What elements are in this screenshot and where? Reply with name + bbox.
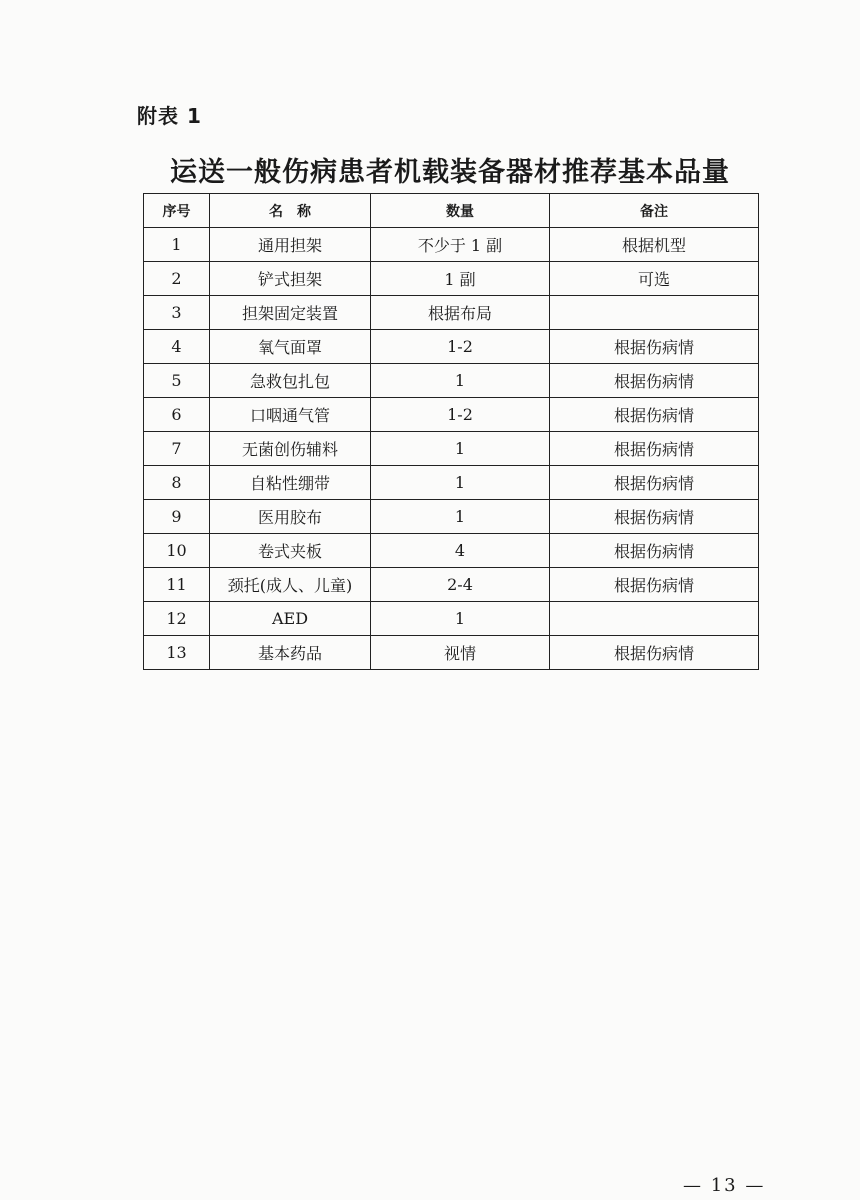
table-row xyxy=(144,568,759,602)
cell-note: 根据伤病情 xyxy=(550,432,759,466)
cell-note xyxy=(550,296,759,330)
cell-number: 4 xyxy=(144,330,210,364)
cell-note: 根据伤病情 xyxy=(550,398,759,432)
cell-quantity: 1 xyxy=(371,602,550,636)
cell-number: 11 xyxy=(144,568,210,602)
cell-note xyxy=(550,602,759,636)
cell-number: 10 xyxy=(144,534,210,568)
table-row xyxy=(144,296,759,330)
cell-quantity: 2-4 xyxy=(371,568,550,602)
table-row xyxy=(144,262,759,296)
cell-name: 通用担架 xyxy=(210,228,371,262)
table-row xyxy=(144,500,759,534)
appendix-label: 附表 1 xyxy=(137,104,202,128)
cell-number: 7 xyxy=(144,432,210,466)
table-row xyxy=(144,636,759,670)
document-title: 运送一般伤病患者机载装备器材推荐基本品量 xyxy=(170,157,730,188)
cell-name: 急救包扎包 xyxy=(210,364,371,398)
cell-number: 6 xyxy=(144,398,210,432)
cell-quantity: 根据布局 xyxy=(371,296,550,330)
cell-number: 12 xyxy=(144,602,210,636)
cell-quantity: 不少于 1 副 xyxy=(371,228,550,262)
table-header-row xyxy=(144,194,759,228)
cell-note: 可选 xyxy=(550,262,759,296)
cell-number: 5 xyxy=(144,364,210,398)
table-row xyxy=(144,466,759,500)
table-row xyxy=(144,364,759,398)
cell-name: 铲式担架 xyxy=(210,262,371,296)
cell-note: 根据伤病情 xyxy=(550,500,759,534)
header-quantity: 数量 xyxy=(371,194,550,228)
header-note: 备注 xyxy=(550,194,759,228)
table-row xyxy=(144,398,759,432)
cell-note: 根据伤病情 xyxy=(550,568,759,602)
cell-note: 根据伤病情 xyxy=(550,330,759,364)
cell-name: AED xyxy=(210,602,371,636)
cell-quantity: 1 副 xyxy=(371,262,550,296)
cell-note: 根据伤病情 xyxy=(550,364,759,398)
cell-quantity: 4 xyxy=(371,534,550,568)
table-row xyxy=(144,432,759,466)
cell-quantity: 1-2 xyxy=(371,330,550,364)
header-number: 序号 xyxy=(144,194,210,228)
cell-name: 自粘性绷带 xyxy=(210,466,371,500)
cell-number: 3 xyxy=(144,296,210,330)
cell-quantity: 1 xyxy=(371,364,550,398)
cell-name: 医用胶布 xyxy=(210,500,371,534)
cell-number: 2 xyxy=(144,262,210,296)
cell-name: 无菌创伤辅料 xyxy=(210,432,371,466)
table-row xyxy=(144,330,759,364)
equipment-table xyxy=(143,193,759,670)
page-number: — 13 — xyxy=(683,1175,766,1196)
cell-name: 颈托(成人、儿童) xyxy=(210,568,371,602)
cell-name: 氧气面罩 xyxy=(210,330,371,364)
cell-quantity: 1 xyxy=(371,500,550,534)
cell-note: 根据机型 xyxy=(550,228,759,262)
table-row xyxy=(144,534,759,568)
cell-note: 根据伤病情 xyxy=(550,534,759,568)
cell-quantity: 视情 xyxy=(371,636,550,670)
header-name: 名 称 xyxy=(210,194,371,228)
cell-quantity: 1 xyxy=(371,432,550,466)
table-row xyxy=(144,228,759,262)
cell-note: 根据伤病情 xyxy=(550,466,759,500)
cell-quantity: 1 xyxy=(371,466,550,500)
cell-number: 8 xyxy=(144,466,210,500)
cell-name: 口咽通气管 xyxy=(210,398,371,432)
table-row xyxy=(144,602,759,636)
cell-number: 1 xyxy=(144,228,210,262)
cell-name: 基本药品 xyxy=(210,636,371,670)
cell-quantity: 1-2 xyxy=(371,398,550,432)
cell-name: 卷式夹板 xyxy=(210,534,371,568)
cell-note: 根据伤病情 xyxy=(550,636,759,670)
equipment-table-container xyxy=(143,193,758,670)
cell-number: 13 xyxy=(144,636,210,670)
cell-name: 担架固定装置 xyxy=(210,296,371,330)
cell-number: 9 xyxy=(144,500,210,534)
